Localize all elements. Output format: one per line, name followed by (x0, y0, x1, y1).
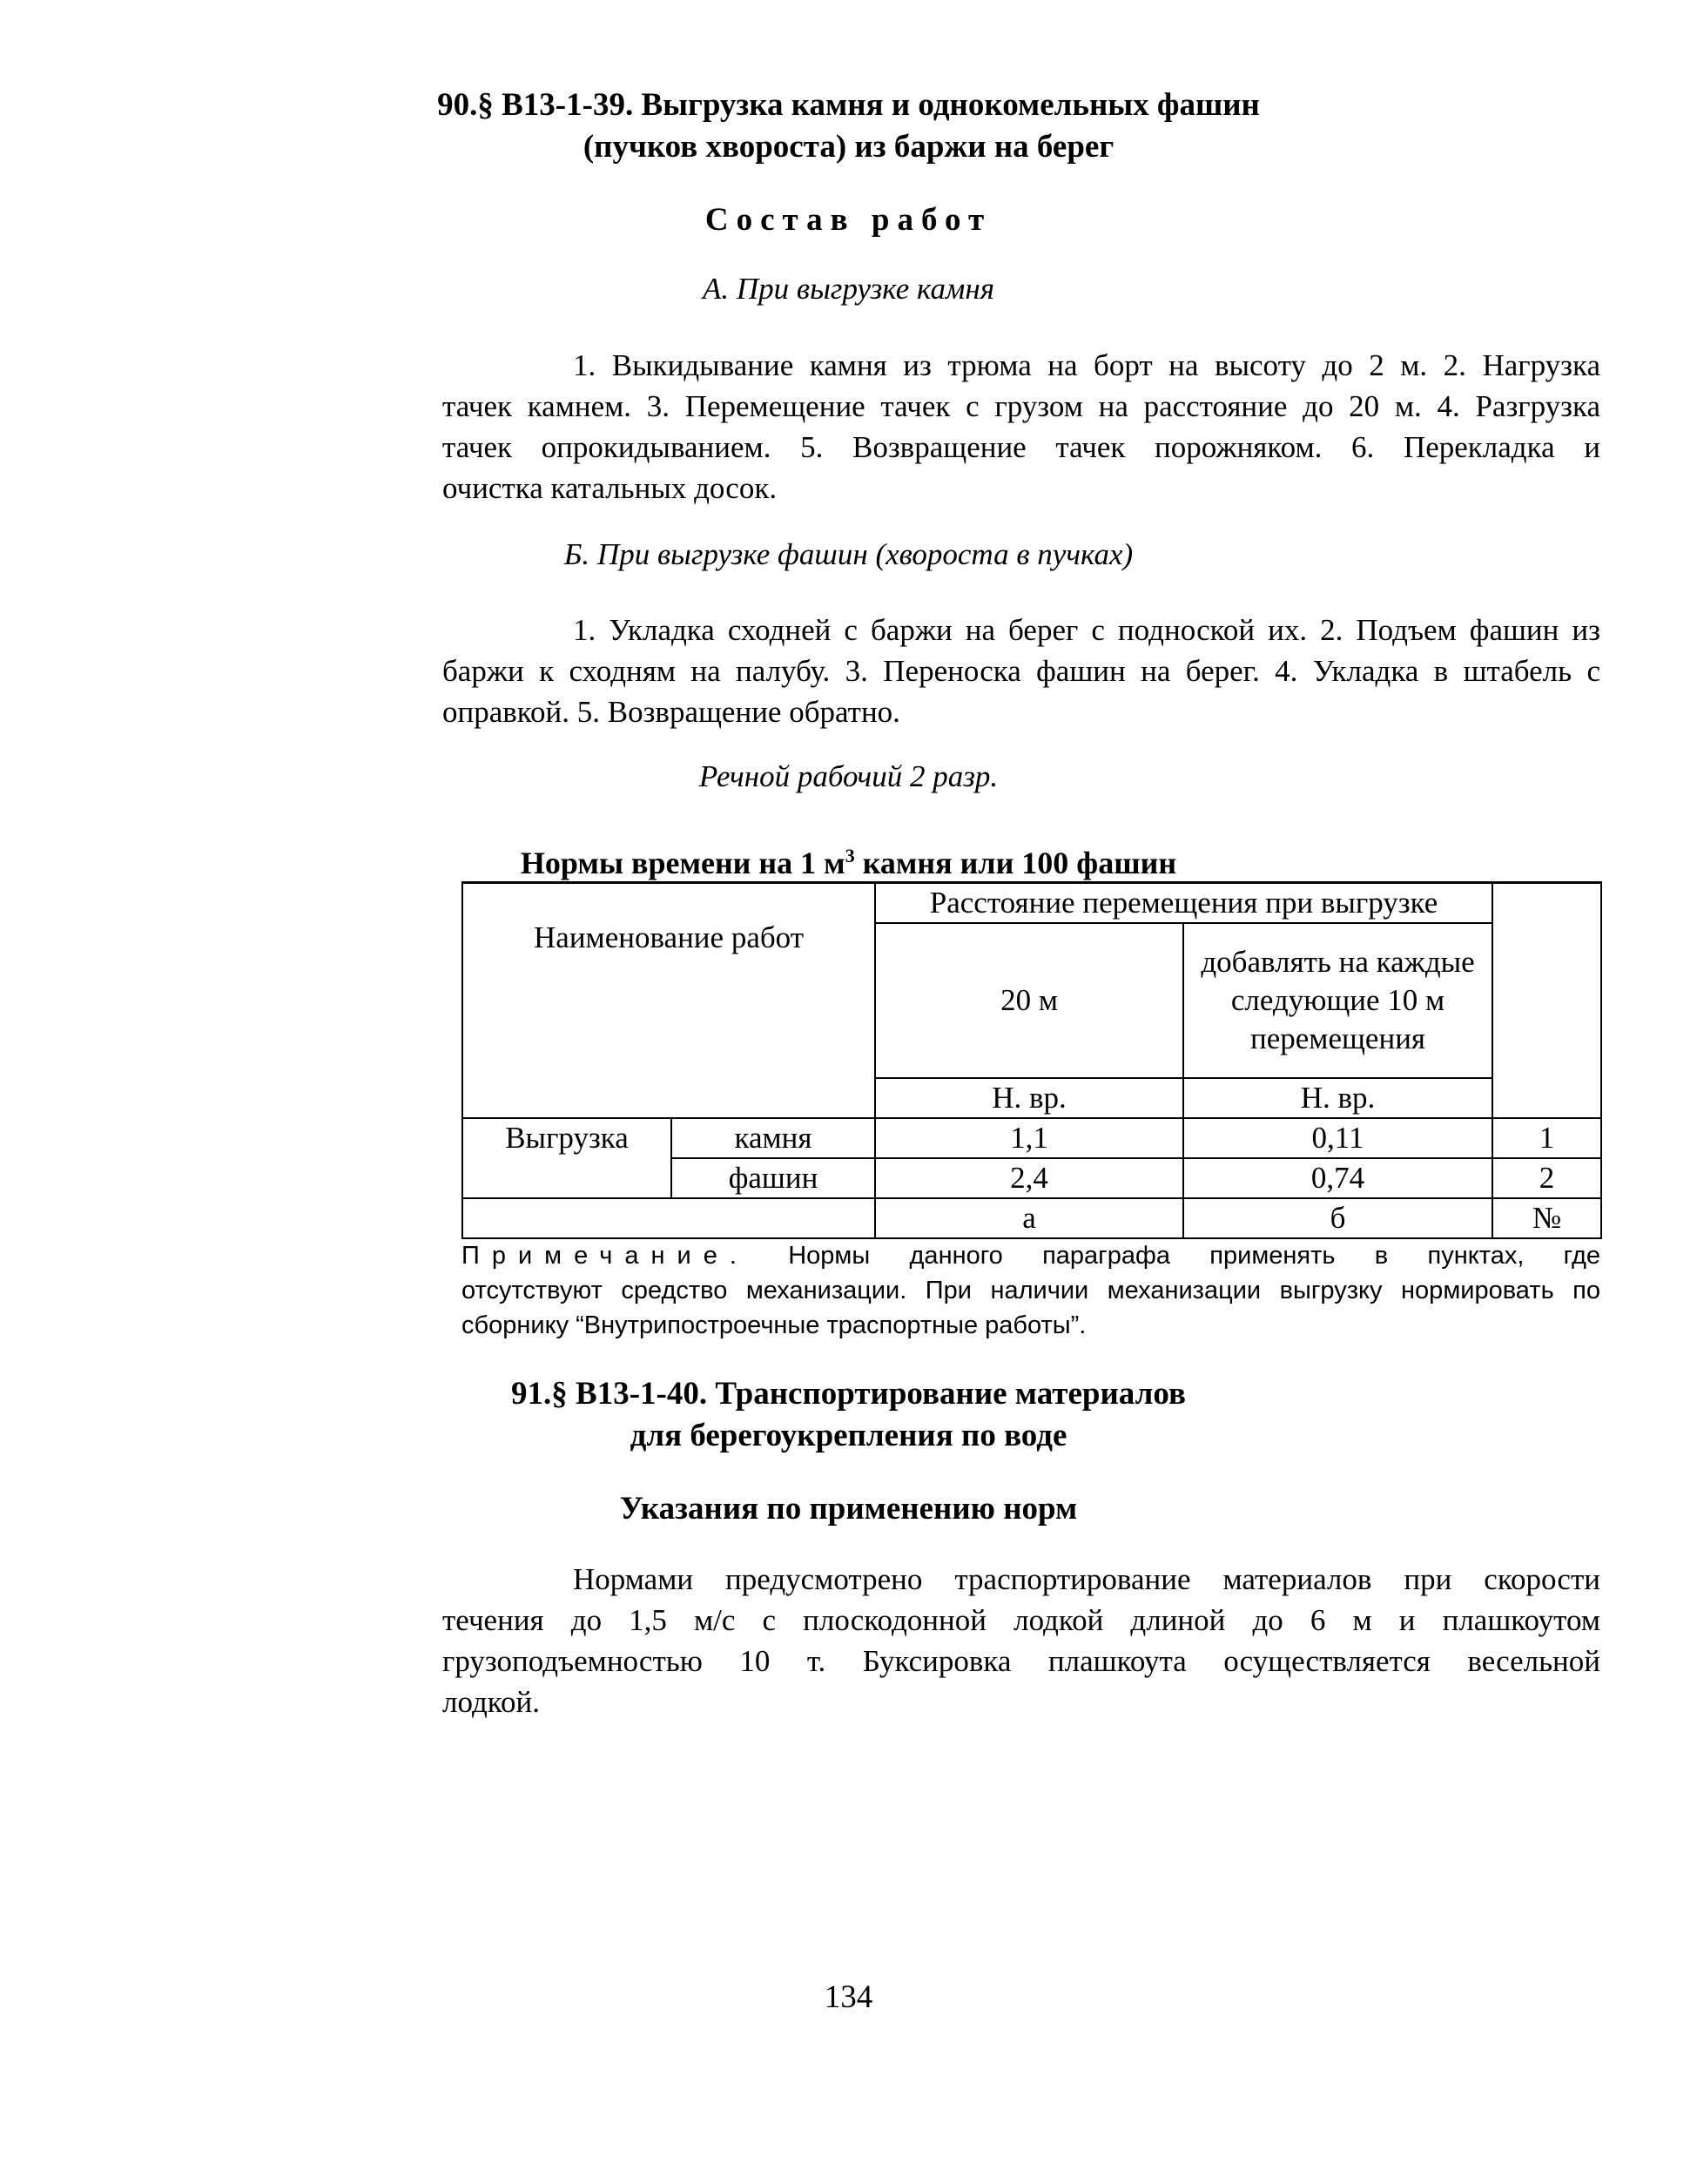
note-line: сборнику “Внутрипостроечные траспортные работы”. (461, 1311, 1087, 1339)
section-91-paragraph (442, 1559, 1600, 1722)
row-group-unloading: Выгрузка (462, 1118, 671, 1198)
footer-col-number: № (1492, 1198, 1601, 1238)
note-line (461, 1238, 1600, 1273)
table-caption (0, 834, 1697, 885)
sub-a-paragraph (442, 345, 1600, 509)
section-91-title-line2: для берегоукрепления по воде (630, 1418, 1067, 1453)
header-20m: 20 м (875, 923, 1183, 1078)
table-note (461, 1238, 1600, 1343)
section-90-title-line2: (пучков хвороста) из баржи на берег (583, 129, 1114, 165)
note-line: отсутствуют средство механизации. При наличии механизации выгрузку нормировать по (461, 1277, 1600, 1304)
sub-a-heading: А. При выгрузке камня (703, 272, 994, 306)
sub-b-line: баржи к сходням на палубу. 3. Переноска фашин на берег. 4. Укладка в штабель с (442, 654, 1600, 688)
header-distance: Расстояние перемещения при выгрузке (875, 883, 1492, 924)
section-91-line: лодкой. (442, 1685, 540, 1719)
section-90-title-line1: 90.§ В13-1-39. Выгрузка камня и однокомельных фашин (437, 87, 1260, 123)
sub-b-heading: Б. При выгрузке фашин (хвороста в пучках) (563, 537, 1134, 571)
worker-grade: Речной рабочий 2 разр. (698, 759, 999, 793)
sub-b-line: оправкой. 5. Возвращение обратно. (442, 695, 900, 729)
note-label: Примечание. (461, 1242, 749, 1270)
table-caption-text: Нормы времени на 1 м (520, 846, 845, 880)
row-number: 1 (1492, 1118, 1601, 1158)
table-row (462, 1118, 1601, 1158)
sub-a-line: тачек опрокидыванием. 5. Возвращение тачек порожняком. 6. Перекладка и (442, 430, 1600, 464)
table-caption-text-end: камня или 100 фашин (854, 846, 1177, 880)
sub-b-line: 1. Укладка сходней с баржи на берег с подноской их. 2. Подъем фашин из (573, 613, 1600, 647)
page-number: 134 (824, 1979, 873, 2015)
composition-heading: Состав работ (704, 202, 993, 238)
instructions-heading: Указания по применению норм (619, 1491, 1078, 1527)
sub-a-line: очистка катальных досок. (442, 471, 778, 505)
footer-col-a: а (875, 1198, 1183, 1238)
row-value-add: 0,74 (1183, 1158, 1492, 1198)
sub-a-line: 1. Выкидывание камня из трюма на борт на высоту до 2 м. 2. Нагрузка (573, 348, 1600, 382)
header-number-blank (1492, 883, 1601, 1119)
footer-blank (462, 1198, 875, 1238)
row-number: 2 (1492, 1158, 1601, 1198)
unit-add: Н. вр. (1183, 1078, 1492, 1118)
unit-20m: Н. вр. (875, 1078, 1183, 1118)
header-work-name: Наименование работ (462, 883, 875, 1119)
section-91-line: грузоподъемностью 10 т. Буксировка плашкоута осуществляется весельной (442, 1644, 1600, 1678)
note-line-text: Нормы данного параграфа применять в пунктах, где (788, 1242, 1601, 1270)
sub-b-paragraph (442, 610, 1600, 732)
footer-col-b: б (1183, 1198, 1492, 1238)
section-91-title-line1: 91.§ В13-1-40. Транспортирование материалов (511, 1376, 1186, 1412)
row-value-20m: 2,4 (875, 1158, 1183, 1198)
section-91-line: Нормами предусмотрено траспортирование материалов при скорости (573, 1562, 1600, 1596)
header-add-per-10m: добавлять на каждые следующие 10 м перемещения (1183, 923, 1492, 1078)
sub-a-line: тачек камнем. 3. Перемещение тачек с грузом на расстояние до 20 м. 4. Разгрузка (442, 389, 1600, 423)
table-caption-superscript: 3 (845, 845, 855, 866)
row-name: камня (671, 1118, 875, 1158)
row-value-20m: 1,1 (875, 1118, 1183, 1158)
row-name: фашин (671, 1158, 875, 1198)
row-value-add: 0,11 (1183, 1118, 1492, 1158)
norms-table (461, 881, 1602, 1239)
section-91-line: течения до 1,5 м/с с плоскодонной лодкой длиной до 6 м и плашкоутом (442, 1603, 1600, 1637)
